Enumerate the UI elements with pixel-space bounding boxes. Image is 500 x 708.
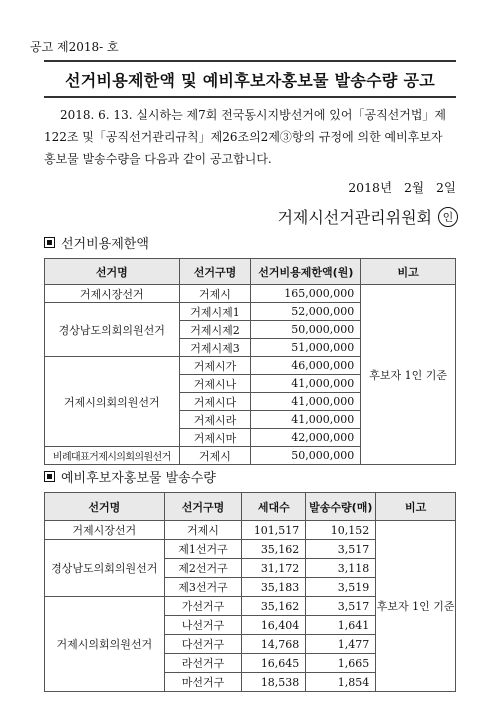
mailing-quantity: 3,519 (306, 578, 376, 597)
limit-amount: 41,000,000 (251, 393, 361, 411)
mailing-quantity: 1,477 (306, 635, 376, 654)
district-name: 가선거구 (164, 597, 242, 616)
district-name: 거제시제1 (179, 303, 251, 321)
household-count: 101,517 (242, 521, 306, 540)
limit-amount: 165,000,000 (251, 285, 361, 303)
mailing-quantity: 1,854 (306, 673, 376, 692)
household-count: 18,538 (242, 673, 306, 692)
mailing-quantity: 3,517 (306, 597, 376, 616)
note-cell: 후보자 1인 기준 (376, 521, 456, 692)
expense-limit-table (44, 258, 456, 465)
seal-icon: 인 (438, 207, 458, 227)
body-line: 홍보물 발송수량을 다음과 같이 공고합니다. (44, 152, 272, 166)
district-name: 거제시 (179, 285, 251, 303)
district-name: 제2선거구 (164, 559, 242, 578)
table-row (45, 521, 456, 540)
district-name: 마선거구 (164, 673, 242, 692)
notice-date: 2018년 2월 2일 (348, 180, 456, 195)
header-cell: 비고 (376, 493, 456, 521)
title-box (44, 60, 456, 98)
header-cell: 세대수 (242, 493, 306, 521)
header-cell: 선거명 (45, 493, 165, 521)
district-name: 나선거구 (164, 616, 242, 635)
election-name: 거제시의회의원선거 (45, 357, 180, 447)
mailing-quantity: 1,641 (306, 616, 376, 635)
household-count: 35,183 (242, 578, 306, 597)
limit-amount: 50,000,000 (251, 447, 361, 465)
election-name: 거제시장선거 (45, 521, 165, 540)
mailing-quantity: 1,665 (306, 654, 376, 673)
district-name: 거제시제3 (179, 339, 251, 357)
mailing-quantity: 3,517 (306, 540, 376, 559)
table-header-row (45, 493, 456, 521)
household-count: 35,162 (242, 597, 306, 616)
section2-heading (44, 467, 216, 486)
household-count: 31,172 (242, 559, 306, 578)
square-bullet-icon (44, 471, 55, 482)
district-name: 다선거구 (164, 635, 242, 654)
limit-amount: 51,000,000 (251, 339, 361, 357)
district-name: 거제시 (164, 521, 242, 540)
header-cell: 선거구명 (179, 259, 251, 285)
table-header-row (45, 259, 456, 285)
household-count: 35,162 (242, 540, 306, 559)
district-name: 라선거구 (164, 654, 242, 673)
committee-name: 거제시선거관리위원회 (277, 208, 432, 227)
district-name: 거제시라 (179, 411, 251, 429)
header-cell: 선거비용제한액(원) (251, 259, 361, 285)
district-name: 거제시마 (179, 429, 251, 447)
header-cell: 비고 (361, 259, 456, 285)
section1-heading (44, 233, 149, 252)
district-name: 제1선거구 (164, 540, 242, 559)
household-count: 16,404 (242, 616, 306, 635)
header-cell: 선거구명 (164, 493, 242, 521)
limit-amount: 41,000,000 (251, 375, 361, 393)
header-cell: 선거명 (45, 259, 180, 285)
election-name: 거제시장선거 (45, 285, 180, 303)
election-name: 비례대표거제시의회의원선거 (45, 447, 180, 465)
table-row (45, 285, 456, 303)
election-name: 거제시의회의원선거 (45, 597, 165, 692)
district-name: 거제시가 (179, 357, 251, 375)
election-name: 경상남도의회의원선거 (45, 303, 180, 357)
mailing-quantity: 10,152 (306, 521, 376, 540)
note-cell: 후보자 1인 기준 (361, 285, 456, 465)
district-name: 거제시다 (179, 393, 251, 411)
limit-amount: 46,000,000 (251, 357, 361, 375)
limit-amount: 52,000,000 (251, 303, 361, 321)
district-name: 거제시 (179, 447, 251, 465)
header-cell: 발송수량(매) (306, 493, 376, 521)
body-line: 2018. 6. 13. 실시하는 제7회 전국동시지방선거에 있어「공직선거법」제 (60, 108, 447, 122)
district-name: 제3선거구 (164, 578, 242, 597)
square-bullet-icon (44, 237, 55, 248)
section1-title: 선거비용제한액 (61, 237, 149, 252)
mailing-quantity: 3,118 (306, 559, 376, 578)
limit-amount: 42,000,000 (251, 429, 361, 447)
election-name: 경상남도의회의원선거 (45, 540, 165, 597)
notice-number: 공고 제2018- 호 (30, 40, 119, 54)
limit-amount: 50,000,000 (251, 321, 361, 339)
committee-signature (277, 205, 458, 228)
district-name: 거제시나 (179, 375, 251, 393)
section2-title: 예비후보자홍보물 발송수량 (61, 471, 216, 486)
body-paragraph (44, 104, 458, 170)
district-name: 거제시제2 (179, 321, 251, 339)
body-line: 122조 및「공직선거관리규칙」제26조의2제③항의 규정에 의한 예비후보자 (44, 130, 443, 144)
limit-amount: 41,000,000 (251, 411, 361, 429)
household-count: 14,768 (242, 635, 306, 654)
mailing-quantity-table (44, 492, 456, 692)
household-count: 16,645 (242, 654, 306, 673)
document-title: 선거비용제한액 및 예비후보자홍보물 발송수량 공고 (64, 70, 436, 90)
